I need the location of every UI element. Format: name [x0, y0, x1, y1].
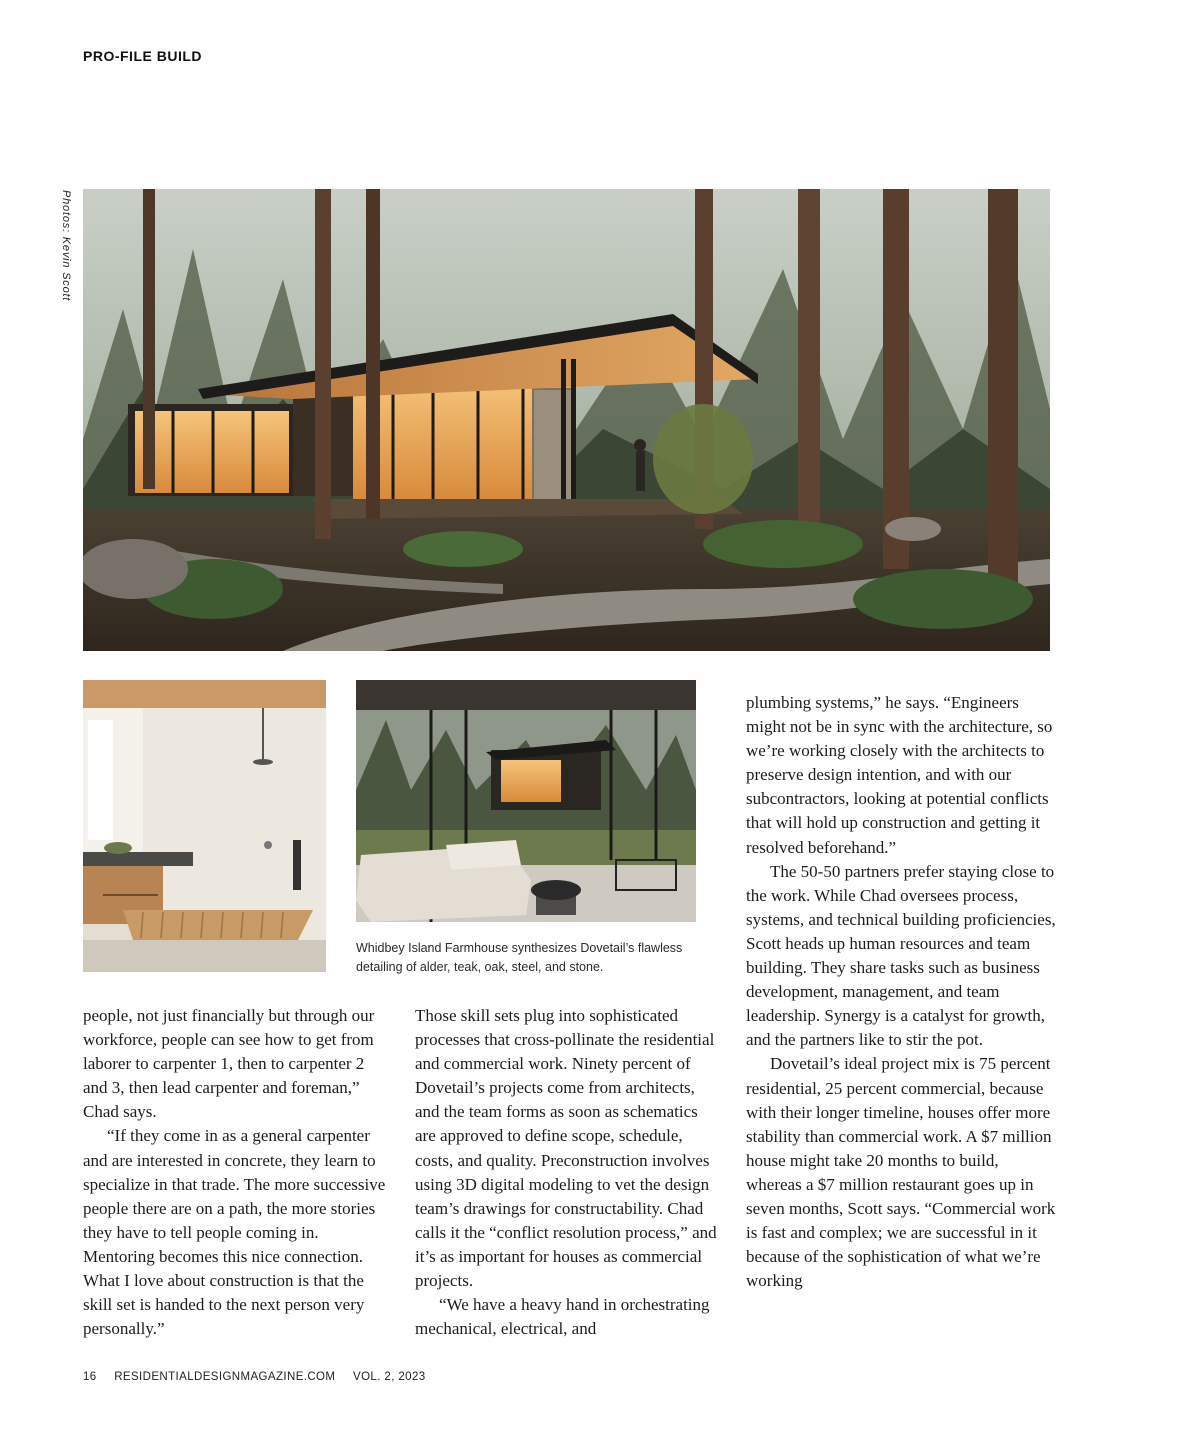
- paragraph: plumbing systems,” he says. “Engineers might not be in sync with the architecture, so we’re working closely with the architects to preserve design intention, and with our subcontractors, looking at potential conflicts that will hold up construction and getting it resolved beforehand.”: [746, 693, 1053, 857]
- paragraph: “We have a heavy hand in orchestrating mechanical, electrical, and: [415, 1295, 710, 1339]
- magazine-site: RESIDENTIALDESIGNMAGAZINE.COM: [114, 1371, 336, 1383]
- living-room-photo: [356, 680, 696, 922]
- paragraph: Those skill sets plug into sophisticated processes that cross-pollinate the residential and commercial work. Ninety percent of Dovetail’s projects come from architects, and the team forms as soon as schematics are approved to define scope, schedule, costs, and quality. Preconstruction involves using 3D digital modeling to vet the design team’s drawings for constructability. Chad calls it the “conflict resolution process,” and it’s as important for houses as commercial projects.: [415, 1006, 717, 1291]
- article-column-2: [415, 1004, 720, 1341]
- bathroom-photo: [83, 680, 326, 972]
- photo-credit: Photos: Kevin Scott: [60, 190, 72, 302]
- article-column-3: [746, 691, 1056, 1293]
- article-column-1: [83, 1004, 388, 1341]
- section-label: PRO-FILE BUILD: [83, 48, 202, 64]
- page-footer: [83, 1371, 440, 1383]
- photo-caption: Whidbey Island Farmhouse synthesizes Dovetail’s flawless detailing of alder, teak, oak, steel, and stone.: [356, 941, 683, 974]
- paragraph: The 50-50 partners prefer staying close to the work. While Chad oversees process, systems, and technical building proficiencies, Scott heads up human resources and team building. They share tasks such as business development, management, and team leadership. Synergy is a catalyst for growth, and the partners like to stir the pot.: [746, 861, 1056, 1050]
- paragraph: “If they come in as a general carpenter and are interested in concrete, they learn to specialize in that trade. The more successive people there are on a path, the more stories they have to tell people coming in. Mentoring becomes this nice connection. What I love about construction is that the skill set is handed to the next person very personally.”: [83, 1126, 386, 1339]
- issue-label: VOL. 2, 2023: [353, 1371, 426, 1383]
- paragraph: Dovetail’s ideal project mix is 75 percent residential, 25 percent commercial, because with their longer timeline, houses offer more stability than commercial work. A $7 million house might take 20 months to build, whereas a $7 million restaurant goes up in seven months, Scott says. “Commercial work is fast and complex; we are successful in it because of the sophistication of what we’re working: [746, 1054, 1056, 1291]
- paragraph: people, not just financially but through our workforce, people can see how to get from laborer to carpenter 1, then to carpenter 2 and 3, then lead carpenter and foreman,” Chad says.: [83, 1006, 375, 1122]
- main-exterior-photo: [83, 189, 1050, 651]
- page-number: 16: [83, 1371, 97, 1383]
